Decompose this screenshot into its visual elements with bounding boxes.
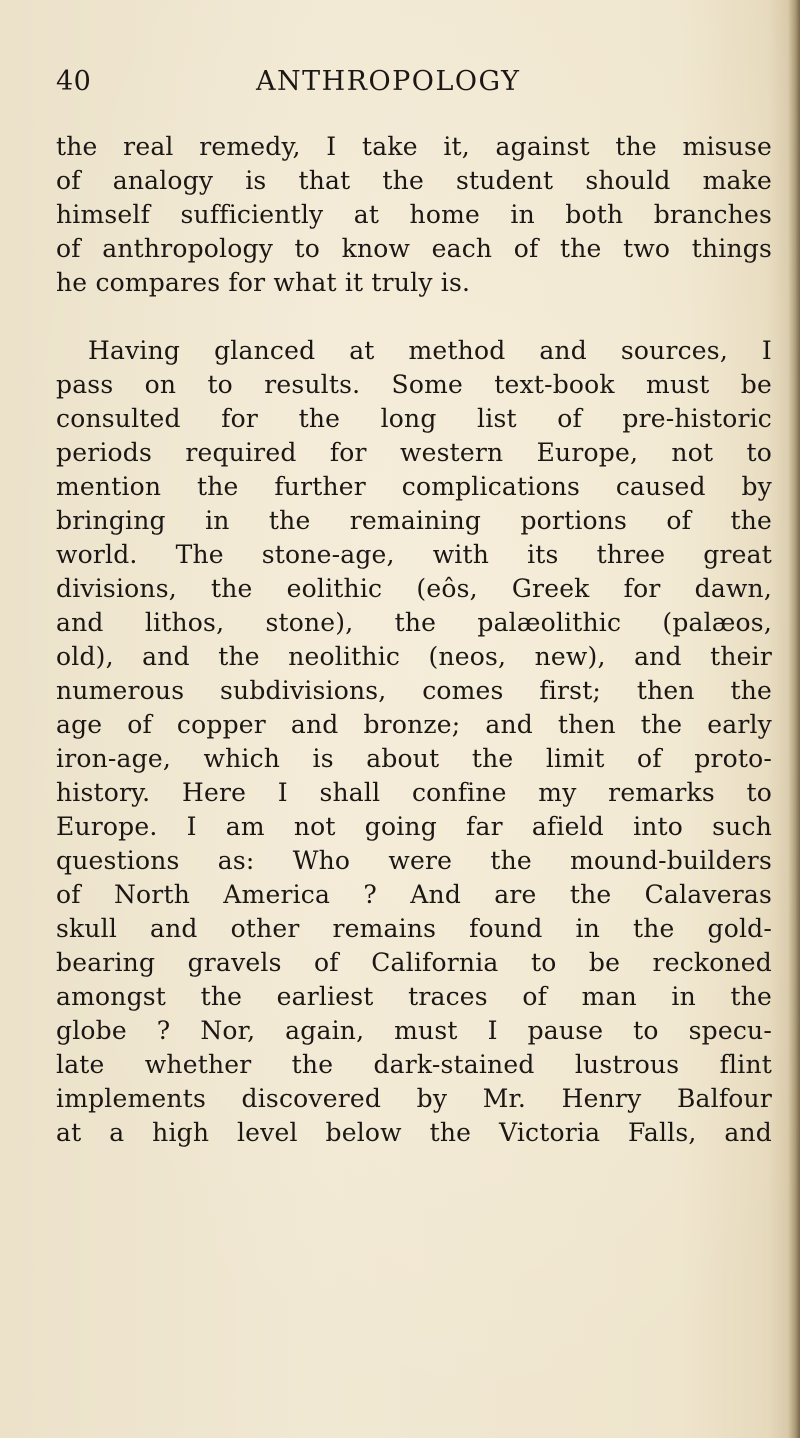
paragraph-2 <box>56 334 772 1150</box>
running-head-title: ANTHROPOLOGY <box>256 66 521 97</box>
text-line: he compares for what it truly is. <box>56 268 471 297</box>
body-text <box>56 130 772 1150</box>
text-line: periods required for western Europe, not to <box>56 438 772 467</box>
text-line: of analogy is that the student should make <box>56 166 772 195</box>
text-line: of anthropology to know each of the two things <box>56 234 772 263</box>
text-line: Having glanced at method and sources, I <box>88 336 772 365</box>
text-line: implements discovered by Mr. Henry Balfour <box>56 1084 772 1113</box>
text-line: the real remedy, I take it, against the misuse <box>56 132 772 161</box>
text-line: world. The stone-age, with its three great <box>56 540 772 569</box>
page-number: 40 <box>56 66 92 97</box>
text-line: skull and other remains found in the gold- <box>56 914 772 943</box>
paragraph-gap <box>56 300 772 334</box>
text-line: Europe. I am not going far afield into such <box>56 812 772 841</box>
text-line: bringing in the remaining portions of the <box>56 506 772 535</box>
text-line: pass on to results. Some text-book must be <box>56 370 772 399</box>
text-line: old), and the neolithic (neos, new), and their <box>56 642 772 671</box>
text-line: bearing gravels of California to be reckoned <box>56 948 772 977</box>
paragraph-1 <box>56 130 772 300</box>
text-line: questions as: Who were the mound-builders <box>56 846 772 875</box>
text-line: mention the further complications caused by <box>56 472 772 501</box>
text-line: at a high level below the Victoria Falls, and <box>56 1118 772 1147</box>
text-line: divisions, the eolithic (eôs, Greek for dawn, <box>56 574 772 603</box>
running-head <box>56 66 756 106</box>
text-line: consulted for the long list of pre-historic <box>56 404 772 433</box>
text-line: and lithos, stone), the palæolithic (palæos, <box>56 608 772 637</box>
page-edge-shadow <box>788 0 800 1438</box>
text-line: iron-age, which is about the limit of proto- <box>56 744 772 773</box>
text-line: age of copper and bronze; and then the early <box>56 710 772 739</box>
text-line: late whether the dark-stained lustrous flint <box>56 1050 772 1079</box>
text-line: amongst the earliest traces of man in the <box>56 982 772 1011</box>
text-line: of North America ? And are the Calaveras <box>56 880 772 909</box>
text-line: history. Here I shall confine my remarks to <box>56 778 772 807</box>
text-line: numerous subdivisions, comes first; then the <box>56 676 772 705</box>
text-line: himself sufficiently at home in both branches <box>56 200 772 229</box>
text-line: globe ? Nor, again, must I pause to specu- <box>56 1016 772 1045</box>
